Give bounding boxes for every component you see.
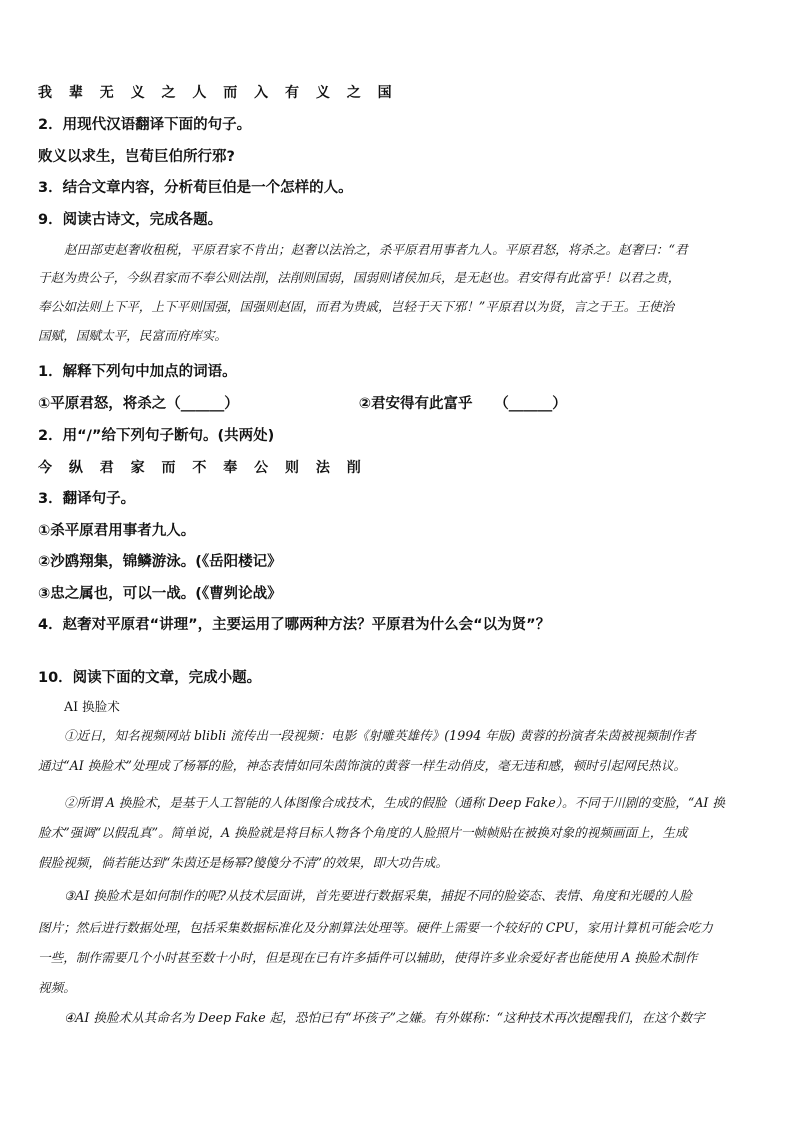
passage-line: 于赵为贵公子，今纵君家而不奉公则法削，法削则国弱，国弱则诸侯加兵，是无赵也。君安得有此富乎！以君之贵， (38, 270, 681, 285)
passage-line: ③AI 换脸术是如何制作的呢?从技术层面讲，首先要进行数据采集，捕捉不同的脸姿态、表情、角度和光暖的人脸 (64, 888, 693, 903)
article-title: AI 换脸术 (64, 699, 120, 714)
passage-line: 图片；然后进行数据处理，包括采集数据标准化及分割算法处理等。硬件上需要一个较好的 CPU，家用计算机可能会吃力 (38, 920, 713, 935)
passage-line: 国赋，国赋太平，民富而府库实。 (38, 328, 227, 343)
text-line: ③忠之属也，可以一战。(《曹刿论战》 (38, 586, 282, 602)
passage-line: 一些，制作需要几个小时甚至数十小时，但是现在已有许多插件可以辅助，使得许多业余爱好者也能使用 A 换脸术制作 (38, 950, 698, 965)
question-line: 3．结合文章内容，分析荀巨伯是一个怎样的人。 (38, 180, 353, 196)
passage-line: ④AI 换脸术从其命名为 Deep Fake 起，恐怕已有“坏孩子”之嫌。有外媒称：“这种技术再次提醒我们，在这个数字 (64, 1010, 705, 1025)
passage-line: 通过“AI 换脸术”处理成了杨幂的脸，神态表情如同朱茵饰演的黄蓉一样生动俏皮，毫无违和感，顿时引起网民热议。 (38, 758, 687, 773)
passage-line: 脸术”强调“以假乱真”。简单说，A 换脸就是将目标人物各个角度的人脸照片一帧帧贴在被换对象的视频画面上，生成 (38, 825, 688, 840)
answer-row (38, 394, 768, 416)
passage-line: ①近日，知名视频网站 blibli 流传出一段视频：电影《射雕英雄传》(1994 年版) 黄蓉的扮演者朱茵被视频制作者 (64, 728, 696, 743)
text-line: 我 辈 无 义 之 人 而 入 有 义 之 国 (38, 85, 398, 101)
answer-item: ②君安得有此富乎 （______） (358, 396, 567, 412)
text-line: 败义以求生，岂荀巨伯所行邪? (38, 149, 235, 165)
question-line: 1．解释下列句中加点的词语。 (38, 364, 237, 380)
question-line: 3．翻译句子。 (38, 491, 136, 507)
passage-line: 奉公如法则上下平，上下平则国强，国强则赵固，而君为贵戚，岂轻于天下邪！”平原君以为贤，言之于王。王使治 (38, 299, 675, 314)
question-line: 9．阅读古诗文，完成各题。 (38, 212, 223, 228)
passage-line: 假脸视频，倘若能达到“朱茵还是杨幂?傻傻分不清”的效果，即大功告成。 (38, 855, 449, 870)
passage-line: 视频。 (38, 980, 76, 995)
question-line: 2．用“/”给下列句子断句。(共两处) (38, 428, 275, 444)
text-line: ②沙鸥翔集，锦鳞游泳。(《岳阳楼记》 (38, 554, 282, 570)
text-line: 今 纵 君 家 而 不 奉 公 则 法 削 (38, 460, 367, 476)
passage-line: ②所谓 A 换脸术，是基于人工智能的人体图像合成技术，生成的假脸（通称 Deep Fake）。不同于川剧的变脸，“AI 换 (64, 795, 725, 810)
answer-item: ①平原君怒，将杀之（______） (38, 396, 239, 412)
passage-line: 赵田部吏赵奢收租税，平原君家不肯出；赵奢以法治之，杀平原君用事者九人。平原君怒，将杀之。赵奢曰：“君 (64, 242, 688, 257)
question-line: 2．用现代汉语翻译下面的句子。 (38, 117, 252, 133)
question-line: 4．赵奢对平原君“讲理”，主要运用了哪两种方法？平原君为什么会“以为贤”？ (38, 617, 551, 633)
question-line: 10．阅读下面的文章，完成小题。 (38, 670, 262, 686)
text-line: ①杀平原君用事者九人。 (38, 523, 196, 539)
